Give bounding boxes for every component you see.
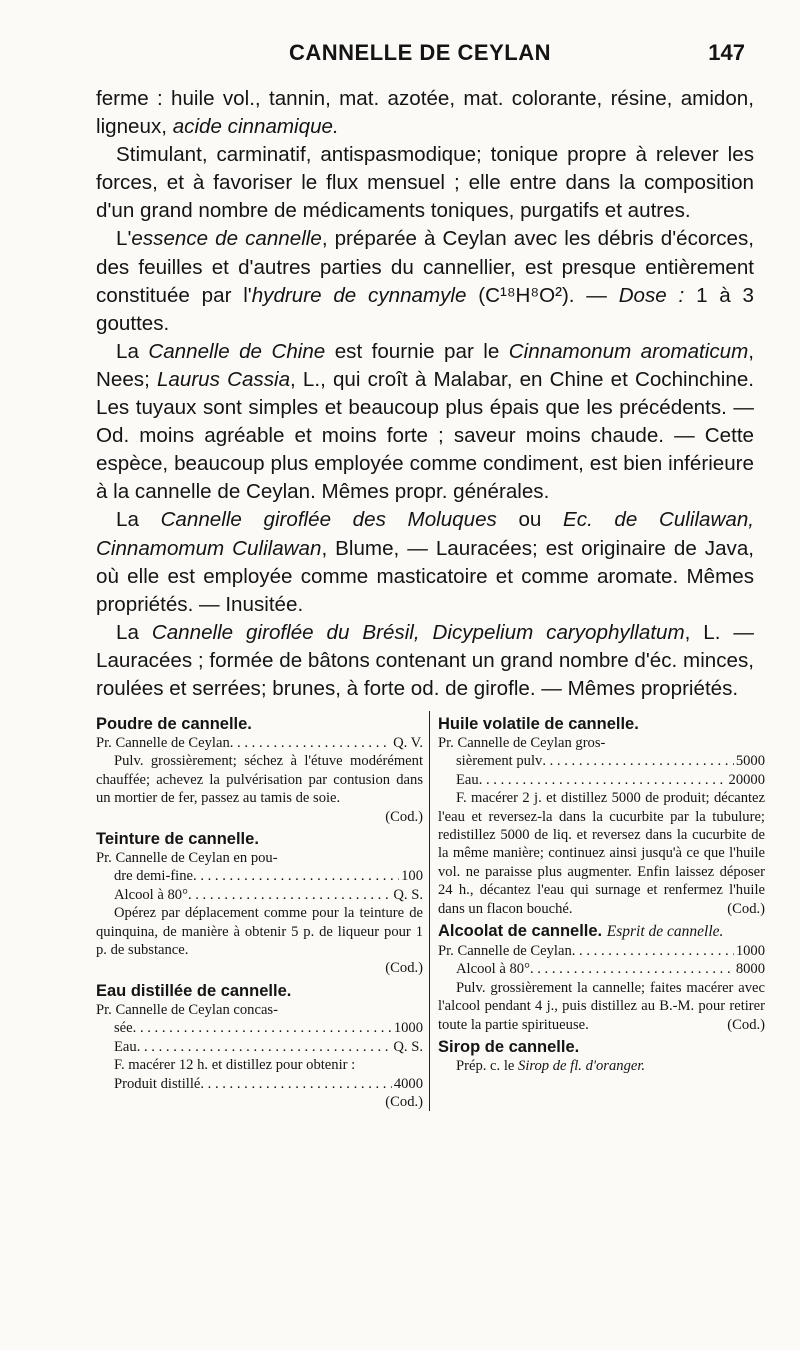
text-italic: Laurus Cassia: [156, 367, 291, 391]
dot-leader: [188, 886, 391, 904]
text-italic: Dose :: [618, 283, 697, 307]
ingredient-label: Produit distillé: [114, 1075, 201, 1092]
page-header: [95, 40, 745, 70]
ingredient-line: [438, 752, 765, 770]
source-label: (Cod.): [385, 1093, 423, 1110]
ingredient-amount: 8000: [735, 961, 765, 978]
entry-title-huile: Huile volatile de cannelle.: [438, 715, 639, 733]
ingredient-label: Pr. Cannelle de Ceylan: [96, 735, 230, 751]
text-italic: essence de cannelle: [131, 227, 322, 251]
ingredient-label: sièrement pulv: [456, 753, 543, 770]
entry-title-poudre: Poudre de cannelle.: [96, 715, 252, 733]
text-italic: hydrure de cynnamyle: [251, 283, 467, 307]
text-italic: Cinnamonum aromaticum: [508, 339, 749, 363]
entry-title-eau: Eau distillée de cannelle.: [96, 981, 292, 1000]
ingredient-line: [96, 1075, 423, 1093]
ingredient-amount: 100: [401, 868, 423, 885]
paragraph-cannelle-chine: [96, 338, 754, 507]
instructions: [438, 789, 765, 918]
ingredient-label: Pr. Cannelle de Ceylan: [438, 943, 572, 960]
text-span: 1 à 3 gouttes.: [96, 283, 754, 335]
instructions: Pulv. grossièrement; séchez à l'étuve modérément chauffée; achevez la pulvérisation par contusion dans un mortier de fer, passez au tamis de soie.: [96, 753, 423, 807]
right-column: [429, 711, 765, 1111]
text-span: ferme : huile vol., tannin, mat. azotée, mat. colorante, résine, amidon, ligneux,: [96, 87, 754, 139]
dot-leader: [542, 752, 733, 770]
ingredient-label: sée: [114, 1020, 133, 1037]
ingredient-line: [96, 867, 423, 885]
text-span: ou: [496, 508, 564, 532]
text-italic: Ec. de Culilawan, Cinnamomum Culilawan: [96, 508, 754, 560]
text-span: , L., qui croît à Malabar, en Chine et Cochinchine. Les tuyaux sont simples et beaucoup plus épais que les précédents. — Od. moins agréable et moins forte ; saveur moins chaude. — Cette espèce, beaucoup plus employée comme condiment, est bien inférieure à la cannelle de Ceylan. Mêmes propr. générales.: [96, 367, 755, 504]
text-span: , L. — Lauracées ; formée de bâtons contenant un grand nombre d'éc. minces, roulées et serrées; brunes, à forte od. de girofle. — Mêmes propriétés.: [96, 620, 755, 700]
instructions: [438, 979, 765, 1034]
instructions: Opérez par déplacement comme pour la teinture de quinquina, de manière à obtenir 5 p. de liqueur pour 1 p. de substance.: [96, 905, 423, 959]
source-label: (Cod.): [385, 960, 423, 977]
source-cod: [96, 1093, 423, 1111]
ingredient-line: Pr. Cannelle de Ceylan concas-: [96, 1001, 278, 1018]
page-number: 147: [708, 40, 745, 65]
ingredient-line: [96, 886, 423, 904]
source-cod: [96, 808, 423, 826]
source-label: (Cod.): [727, 1016, 765, 1033]
source-label: (Cod.): [385, 808, 423, 825]
text-span: La: [116, 508, 161, 532]
dot-leader: [137, 1038, 392, 1056]
instructions-italic: Sirop de fl. d'oranger.: [518, 1058, 646, 1075]
main-text: [96, 85, 754, 703]
entry-title-text: Alcoolat de cannelle.: [438, 922, 603, 941]
dot-leader: [133, 1019, 392, 1037]
entry-title-alcoolat: [438, 921, 765, 942]
paragraph-composition: [96, 85, 754, 141]
ingredient-amount: Q. V.: [393, 735, 423, 751]
instructions-text: F. macérer 2 j. et distillez 5000 de produit; décantez l'eau et reversez-la dans la cucurbite par la tubulure; redistillez 5000 de liq. et reversez dans la cucurbite de la même manière; continuez ainsi jusqu'à ce que l'huile vol. ne paraisse plus augmenter. Enfin laissez déposer 24 h., décantez l'eau qui surnage et renfermez l'huile dans un flacon bouché.: [438, 790, 765, 917]
dot-leader: [479, 771, 727, 789]
dot-leader: [193, 867, 399, 885]
text-span: (C¹⁸H⁸O²). —: [466, 283, 619, 307]
text-italic: Cannelle de Chine: [148, 339, 326, 363]
ingredient-line: [96, 1038, 423, 1056]
recipe-columns: [96, 711, 765, 1111]
instructions-text: Pulv. grossièrement la cannelle; faites macérer avec l'alcool pendant 4 j., puis distillez au B.-M. pour retirer toute la partie spiritueuse.: [438, 979, 765, 1033]
ingredient-amount: 20000: [728, 771, 765, 788]
ingredient-line: Pr. Cannelle de Ceylan gros-: [438, 735, 606, 751]
dot-leader: [230, 734, 391, 752]
ingredient-label: Alcool à 80°: [114, 886, 188, 903]
ingredient-label: Eau: [114, 1038, 137, 1055]
source-cod: [96, 959, 423, 977]
text-span: , préparée à Ceylan avec les débris d'écorces, des feuilles et d'autres parties du cannellier, est presque entièrement constituée par l': [96, 227, 754, 307]
ingredient-line: [96, 1019, 423, 1037]
source-label: (Cod.): [727, 900, 765, 917]
ingredient-amount: Q. S.: [393, 1038, 423, 1055]
text-italic: acide cinnamique.: [172, 115, 339, 139]
left-column: [96, 711, 429, 1111]
text-span: L': [116, 227, 132, 251]
ingredient-label: Eau: [456, 771, 479, 788]
instructions: [438, 1057, 765, 1075]
dot-leader: [572, 942, 734, 960]
instructions-text: Prép. c. le: [456, 1058, 519, 1075]
text-span: est fournie par le: [325, 339, 509, 363]
ingredient-amount: Q. S.: [393, 886, 423, 903]
entry-title-teinture: Teinture de cannelle.: [96, 830, 259, 849]
ingredient-amount: 1000: [393, 1020, 423, 1037]
text-span: La: [116, 339, 149, 363]
ingredient-label: dre demi-fine: [114, 868, 194, 885]
entry-title-sirop: Sirop de cannelle.: [438, 1038, 580, 1057]
instructions: F. macérer 12 h. et distillez pour obtenir :: [114, 1057, 356, 1074]
text-span: , Blume, — Lauracées; est originaire de Java, où elle est employée comme masticatoire et comme aromate. Mêmes propriétés. — Inusitée.: [96, 536, 754, 616]
ingredient-line: [96, 734, 423, 752]
ingredient-amount: 4000: [393, 1075, 423, 1092]
paragraph-essence: [96, 225, 754, 337]
text-italic: Cannelle giroflée du Brésil, Dicypelium caryophyllatum: [151, 620, 685, 644]
ingredient-line: [438, 942, 765, 960]
ingredient-amount: 1000: [735, 943, 765, 960]
paragraph-properties: Stimulant, carminatif, antispasmodique; tonique propre à relever les forces, et à favoriser le flux mensuel ; elle entre dans la composition d'un grand nombre de médicaments toniques, purgatifs et autres.: [96, 143, 754, 223]
dot-leader: [530, 960, 734, 978]
paragraph-cannelle-bresil: [96, 619, 754, 703]
ingredient-label: Alcool à 80°: [456, 961, 530, 978]
running-title: CANNELLE DE CEYLAN: [288, 40, 551, 65]
entry-subtitle: Esprit de cannelle.: [606, 923, 724, 941]
ingredient-amount: 5000: [735, 753, 765, 770]
paragraph-cannelle-moluques: [96, 506, 754, 618]
ingredient-line: [438, 771, 765, 789]
ingredient-line: Pr. Cannelle de Ceylan en pou-: [96, 850, 278, 867]
text-span: , Nees;: [96, 339, 754, 391]
dot-leader: [200, 1075, 391, 1093]
text-span: La: [116, 620, 152, 644]
text-italic: Cannelle giroflée des Moluques: [160, 508, 497, 532]
ingredient-line: [438, 960, 765, 978]
